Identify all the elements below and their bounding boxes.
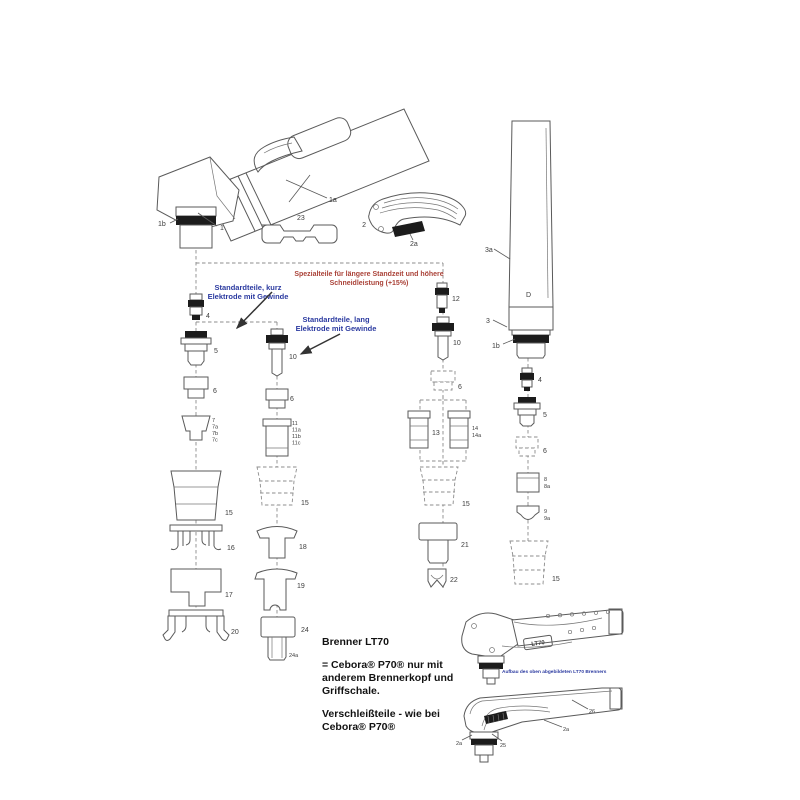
- part-label-5: 5: [543, 412, 547, 419]
- part-6-swirl-ring-dashed: [431, 371, 462, 391]
- part-label-24: 24: [301, 627, 309, 634]
- part-9-nozzle-cone: [517, 506, 551, 522]
- part-label-25: 25: [500, 743, 507, 749]
- part-24-adapter: [261, 617, 309, 660]
- part-19-cap-notched: [255, 569, 305, 610]
- part-label-14a: 14a: [472, 433, 482, 439]
- part-label-1: 1: [220, 225, 224, 232]
- footer-line: = Cebora® P70® nur mit: [322, 659, 443, 671]
- part-label-5: 5: [214, 348, 218, 355]
- part-21-cap: [419, 523, 469, 563]
- part-20-spring-clip: [163, 610, 239, 641]
- part-label-18: 18: [299, 544, 307, 551]
- machine-torch-cylinder: [485, 121, 553, 358]
- part-label-15: 15: [552, 576, 560, 583]
- part-label-20: 20: [231, 629, 239, 636]
- part-label-15: 15: [462, 501, 470, 508]
- part-label-6: 6: [290, 396, 294, 403]
- part-label-6: 6: [213, 388, 217, 395]
- annotation-special-line1: Spezialteile für längere Standzeit und höhere: [294, 271, 444, 278]
- annotations: [208, 271, 444, 354]
- part-label-2a: 2a: [456, 741, 463, 747]
- part-label-7c: 7c: [212, 437, 218, 444]
- part-5-electrode-holder: [181, 331, 218, 365]
- part-label-11a: 11a: [292, 427, 301, 434]
- part-6-swirl-ring: [184, 377, 217, 398]
- part-11-nozzle-long: [263, 419, 302, 456]
- part-18-cap: [257, 527, 307, 559]
- part-label-21: 21: [461, 542, 469, 549]
- part-15-shield-cup-dashed: [510, 541, 560, 584]
- footer-line: Verschleißteile - wie bei: [322, 708, 440, 720]
- part-6-swirl-ring-dashed: [516, 437, 547, 456]
- part-12-electrode: [435, 283, 460, 313]
- part-label-12: 12: [452, 296, 460, 303]
- part-label-15: 15: [225, 510, 233, 517]
- torch-model-label: LT70: [531, 640, 546, 648]
- part-10-electrode-long: [432, 317, 461, 360]
- annotation-standard-short-line1: Standardteile, kurz: [214, 283, 282, 292]
- part-label-11b: 11b: [292, 434, 301, 440]
- annotation-standard-long-line1: Standardteile, lang: [302, 315, 370, 324]
- part-label-2a: 2a: [563, 727, 570, 733]
- part-label-23: 23: [297, 215, 305, 222]
- part-14-nozzle: [448, 411, 482, 448]
- dashed-connectors: [196, 250, 528, 656]
- part-label-7a: 7a: [212, 424, 219, 431]
- column-machine-torch-parts: [510, 368, 560, 584]
- part-7-nozzle: [182, 416, 219, 444]
- part-6-swirl-ring: [266, 389, 294, 408]
- footer-line: anderem Brennerkopf und: [322, 672, 454, 684]
- cylinder-retaining-ring: [513, 335, 549, 343]
- column-long-standard: [255, 329, 309, 660]
- part-label-6: 6: [543, 448, 547, 455]
- column-special-parts: [408, 283, 482, 587]
- part-15-shield-cup-dashed: [257, 467, 309, 507]
- footer-line: Griffschale.: [322, 685, 380, 697]
- part-label-19: 19: [297, 583, 305, 590]
- annotation-arrow-long: [301, 334, 340, 354]
- part-label-7b: 7b: [212, 431, 219, 437]
- part-label-11: 11: [292, 421, 298, 427]
- part-label-10: 10: [453, 340, 461, 347]
- part-label-7: 7: [212, 418, 216, 424]
- part-15-shield-cup: [171, 471, 233, 520]
- part-label-24a: 24a: [289, 653, 299, 659]
- part-label-9a: 9a: [544, 516, 551, 522]
- part-label-1b: 1b: [492, 343, 500, 350]
- part-22-crown: [428, 569, 458, 587]
- part-label-9: 9: [544, 509, 548, 515]
- inset-caption: Aufbau des oben abgebildeten LT70 Brenners: [502, 670, 607, 675]
- part-label-15: 15: [301, 500, 309, 507]
- head-retaining-ring: [176, 216, 216, 225]
- part-label-14: 14: [472, 426, 479, 432]
- part-13-nozzle: [408, 411, 440, 448]
- part-5-electrode-holder: [514, 397, 547, 426]
- part-label-4: 4: [206, 313, 210, 320]
- footer-title: Brenner LT70: [322, 636, 389, 648]
- part-2-handle-lever: [362, 193, 466, 248]
- part-15-shield-cup-dashed: [420, 467, 470, 508]
- part-label-8: 8: [544, 477, 548, 483]
- annotation-special-line2: Schneidleistung (+15%): [329, 280, 409, 287]
- part-label-26: 26: [589, 709, 596, 715]
- part-label-22: 22: [450, 577, 458, 584]
- part-label-16: 16: [227, 545, 235, 552]
- part-17-contact-block: [171, 569, 233, 606]
- part-label-13: 13: [432, 430, 440, 437]
- column-short-standard: [163, 294, 239, 641]
- part-label-1a: 1a: [329, 197, 337, 204]
- part-label-6: 6: [458, 384, 462, 391]
- part-label-2: 2: [362, 222, 366, 229]
- part-label-10: 10: [289, 354, 297, 361]
- part-label-3: 3: [486, 318, 490, 325]
- part-label-11c: 11c: [292, 440, 301, 447]
- part-label-8a: 8a: [544, 484, 551, 490]
- footer-note: [322, 636, 517, 734]
- part-label-3a: 3a: [485, 247, 493, 254]
- part-label-1b: 1b: [158, 221, 166, 228]
- part-4-electrode-short: [520, 368, 542, 391]
- footer-line: Cebora® P70®: [322, 721, 396, 733]
- part-label-17: 17: [225, 592, 233, 599]
- part-10-electrode-long: [266, 329, 297, 376]
- annotation-standard-long-line2: Elektrode mit Gewinde: [295, 324, 377, 333]
- part-8-nozzle: [517, 473, 551, 492]
- part-label-D: D: [526, 292, 532, 299]
- annotation-standard-short-line2: Elektrode mit Gewinde: [207, 292, 289, 301]
- part-label-2a: 2a: [410, 241, 418, 248]
- part-16-spacer-guide: [170, 525, 235, 552]
- part-label-4: 4: [538, 377, 542, 384]
